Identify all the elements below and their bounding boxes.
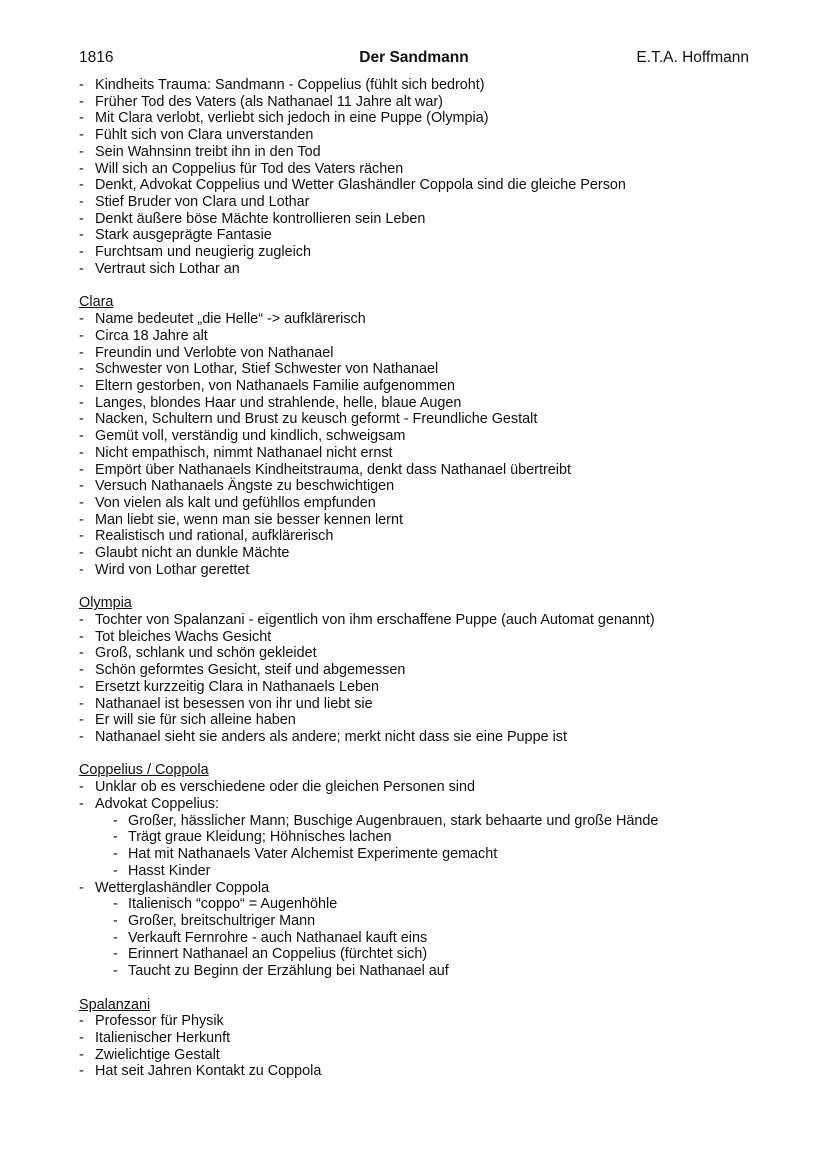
list-item: - Sein Wahnsinn treibt ihn in den Tod <box>79 144 779 161</box>
list-item: - Er will sie für sich alleine haben <box>79 712 779 729</box>
list-item: - Advokat Coppelius: <box>79 796 779 813</box>
list-item: - Schön geformtes Gesicht, steif und abgemessen <box>79 662 779 679</box>
list-item: - Wird von Lothar gerettet <box>79 562 779 579</box>
list-item: - Freundin und Verlobte von Nathanael <box>79 345 779 362</box>
list-item: - Fühlt sich von Clara unverstanden <box>79 127 779 144</box>
list-item: - Nathanael sieht sie anders als andere; merkt nicht dass sie eine Puppe ist <box>79 729 779 746</box>
section-heading: Clara <box>79 294 114 311</box>
list-item: - Wetterglashändler Coppola <box>79 880 779 897</box>
sub-list-item: - Hat mit Nathanaels Vater Alchemist Experimente gemacht <box>79 846 779 863</box>
section-spacer <box>79 579 779 596</box>
list-item: - Tochter von Spalanzani - eigentlich von ihm erschaffene Puppe (auch Automat genannt) <box>79 612 779 629</box>
list-item: - Vertraut sich Lothar an <box>79 261 779 278</box>
list-item: - Denkt äußere böse Mächte kontrollieren sein Leben <box>79 211 779 228</box>
list-item: - Denkt, Advokat Coppelius und Wetter Glashändler Coppola sind die gleiche Person <box>79 177 779 194</box>
sub-list-item: - Trägt graue Kleidung; Höhnisches lachen <box>79 829 779 846</box>
page-header <box>79 49 749 71</box>
section-spacer <box>79 746 779 763</box>
list-item: - Italienischer Herkunft <box>79 1030 779 1047</box>
list-item: - Eltern gestorben, von Nathanaels Familie aufgenommen <box>79 378 779 395</box>
list-item: - Nicht empathisch, nimmt Nathanael nicht ernst <box>79 445 779 462</box>
document-title: Der Sandmann <box>359 49 469 66</box>
list-item: - Stief Bruder von Clara und Lothar <box>79 194 779 211</box>
list-item: - Unklar ob es verschiedene oder die gleichen Personen sind <box>79 779 779 796</box>
list-item: - Hat seit Jahren Kontakt zu Coppola <box>79 1063 779 1080</box>
document-body <box>79 77 779 1080</box>
list-item: - Nacken, Schultern und Brust zu keusch geformt - Freundliche Gestalt <box>79 411 779 428</box>
list-item: - Gemüt voll, verständig und kindlich, schweigsam <box>79 428 779 445</box>
sub-list-item: - Hasst Kinder <box>79 863 779 880</box>
section-spacer <box>79 278 779 295</box>
list-item: - Langes, blondes Haar und strahlende, helle, blaue Augen <box>79 395 779 412</box>
list-item: - Früher Tod des Vaters (als Nathanael 11 Jahre alt war) <box>79 94 779 111</box>
list-item: - Tot bleiches Wachs Gesicht <box>79 629 779 646</box>
sub-list-item: - Verkauft Fernrohre - auch Nathanael kauft eins <box>79 930 779 947</box>
list-item: - Mit Clara verlobt, verliebt sich jedoch in eine Puppe (Olympia) <box>79 110 779 127</box>
list-item: - Professor für Physik <box>79 1013 779 1030</box>
section-coppelius-coppola <box>79 762 779 979</box>
section-heading: Spalanzani <box>79 996 151 1013</box>
sub-list-item: - Erinnert Nathanael an Coppelius (fürchtet sich) <box>79 946 779 963</box>
header-year: 1816 <box>79 49 114 66</box>
section-clara <box>79 294 779 578</box>
list-item: - Von vielen als kalt und gefühllos empfunden <box>79 495 779 512</box>
list-item: - Nathanael ist besessen von ihr und liebt sie <box>79 696 779 713</box>
sub-list-item: - Taucht zu Beginn der Erzählung bei Nathanael auf <box>79 963 779 980</box>
list-item: - Zwielichtige Gestalt <box>79 1047 779 1064</box>
list-item: - Realistisch und rational, aufklärerisch <box>79 528 779 545</box>
list-item: - Glaubt nicht an dunkle Mächte <box>79 545 779 562</box>
list-item: - Empört über Nathanaels Kindheitstrauma, denkt dass Nathanael übertreibt <box>79 462 779 479</box>
section-spacer <box>79 980 779 997</box>
list-item: - Kindheits Trauma: Sandmann - Coppelius (fühlt sich bedroht) <box>79 77 779 94</box>
list-item: - Name bedeutet „die Helle“ -> aufklärerisch <box>79 311 779 328</box>
list-item: - Ersetzt kurzzeitig Clara in Nathanaels Leben <box>79 679 779 696</box>
list-item: - Stark ausgeprägte Fantasie <box>79 227 779 244</box>
section-olympia <box>79 595 779 745</box>
list-item: - Schwester von Lothar, Stief Schwester von Nathanael <box>79 361 779 378</box>
sub-list-item: - Italienisch “coppo“ = Augenhöhle <box>79 896 779 913</box>
list-item: - Man liebt sie, wenn man sie besser kennen lernt <box>79 512 779 529</box>
list-item: - Furchtsam und neugierig zugleich <box>79 244 779 261</box>
section-spalanzani <box>79 997 779 1081</box>
list-item: - Groß, schlank und schön gekleidet <box>79 645 779 662</box>
list-item: - Will sich an Coppelius für Tod des Vaters rächen <box>79 161 779 178</box>
section-nathanael <box>79 77 779 278</box>
section-heading: Olympia <box>79 595 132 612</box>
section-heading: Coppelius / Coppola <box>79 762 209 779</box>
list-item: - Versuch Nathanaels Ängste zu beschwichtigen <box>79 478 779 495</box>
list-item: - Circa 18 Jahre alt <box>79 328 779 345</box>
sub-list-item: - Großer, hässlicher Mann; Buschige Augenbrauen, stark behaarte und große Hände <box>79 813 779 830</box>
sub-list-item: - Großer, breitschultriger Mann <box>79 913 779 930</box>
header-author: E.T.A. Hoffmann <box>636 49 749 66</box>
